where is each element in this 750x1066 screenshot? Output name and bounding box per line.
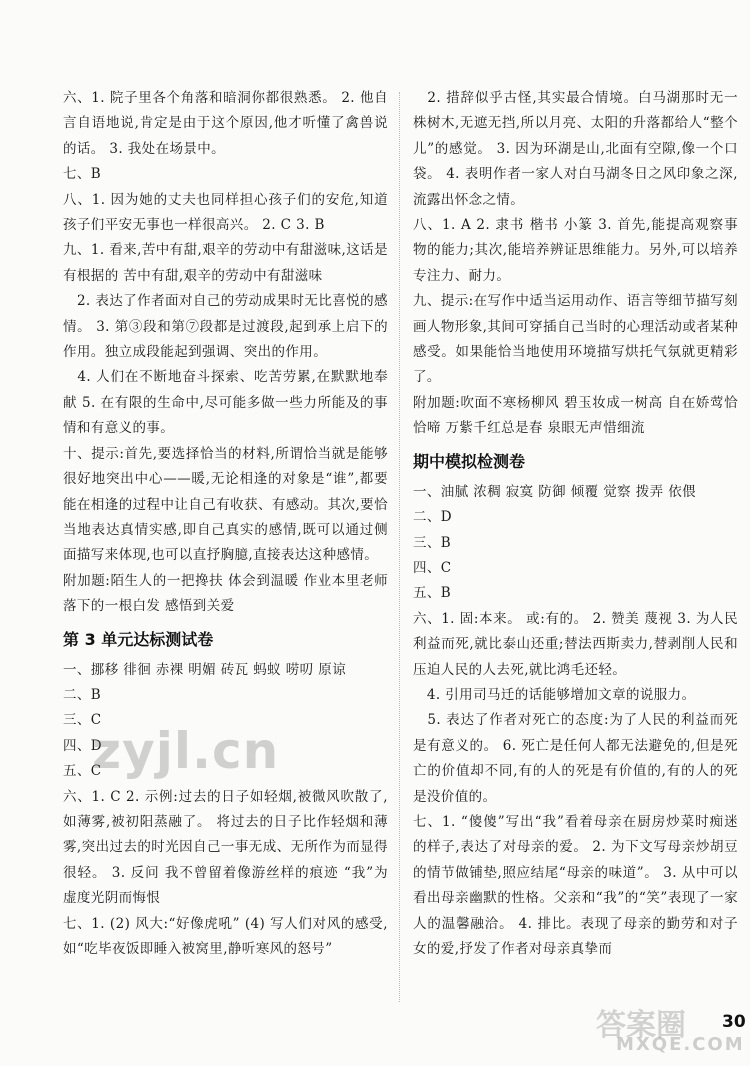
watermark-daanquan: 答案圈 <box>596 1008 686 1043</box>
answer-paragraph: 九、1. 看来,苦中有甜,艰辛的劳动中有甜滋味,这话是有根据的 苦中有甜,艰辛的劳动中有甜滋味 <box>63 242 388 284</box>
answer-paragraph: 三、C <box>63 712 102 729</box>
answer-paragraph: 九、提示:在写作中适当运用动作、语言等细节描写刻画人物形象,其间可穿插自己当时的心理活动或者某种感受。如果能恰当地使用环境描写烘托气氛就更精彩了。 <box>413 293 738 386</box>
answer-paragraph: 四、C <box>413 559 452 576</box>
answer-paragraph: 八、1. A 2. 隶书 楷书 小篆 3. 首先,能提高观察事物的能力;其次,能培养辨证思维能力。另外,可以培养专注力、耐力。 <box>413 217 738 284</box>
answer-paragraph: 八、1. 因为她的丈夫也同样担心孩子们的安危,知道孩子们平安无事也一样很高兴。 2. C 3. B <box>63 191 388 234</box>
watermark-zyjl: zyjl.cn <box>92 722 280 780</box>
answer-paragraph: 附加题:吹面不寒杨柳风 碧玉妆成一树高 自在娇莺恰恰啼 万紫千红总是春 泉眼无声惜细流 <box>413 394 738 437</box>
answer-paragraph: 七、B <box>63 166 102 183</box>
answer-paragraph: 七、1. “傻傻”写出“我”看着母亲在厨房炒菜时痴迷的样子,表达了对母亲的爱。 2. 为下文写母亲炒胡豆的情节做铺垫,照应结尾“母亲的味道”。 3. 从中可以看出母亲幽默的性格。父亲和“我”的“笑”表现了一家人的温馨融洽。 4. 排比。表现了母亲的勤劳和对子女的爱,抒发了作者对母亲真挚而 <box>413 813 738 957</box>
answer-paragraph: 一、油腻 浓稠 寂寞 防御 倾覆 觉察 拨弄 依偎 <box>413 483 697 500</box>
answer-paragraph: 五、B <box>413 585 452 602</box>
answer-paragraph: 2. 表达了作者面对自己的劳动成果时无比喜悦的感情。 3. 第③段和第⑦段都是过渡段,起到承上启下的作用。独立成段能起到强调、突出的作用。 <box>63 293 388 361</box>
answer-paragraph: 四、D <box>63 737 103 754</box>
right-column <box>413 86 738 962</box>
left-column <box>63 86 388 962</box>
answer-paragraph: 六、1. C 2. 示例:过去的日子如轻烟,被微风吹散了,如薄雾,被初阳蒸融了。 将过去的日子比作轻烟和薄雾,突出过去的时光因自己一事无成、无所作为而显得很轻。 3. 反问 我不曾留着像游丝样的痕迹 “我”为虚度光阴而悔恨 <box>63 788 388 907</box>
answer-paragraph: 六、1. 固:本来。 或:有的。 2. 赞美 蔑视 3. 为人民利益而死,就比泰山还重;替法西斯卖力,替剥削人民和压迫人民的人去死,就比鸿毛还轻。 <box>413 610 738 678</box>
watermark-mxqe: MXQE.COM <box>616 1034 745 1055</box>
answer-paragraph: 4. 引用司马迁的话能够增加文章的说服力。 <box>413 686 696 703</box>
section-heading: 第 3 单元达标测试卷 <box>63 629 214 649</box>
answer-paragraph: 4. 人们在不断地奋斗探索、吃苦劳累,在默默地奉献 5. 在有限的生命中,尽可能多做一些力所能及的事情和有意义的事。 <box>63 369 388 437</box>
answer-paragraph: 十、提示:首先,要选择恰当的材料,所谓恰当就是能够很好地突出中心——暖,无论相逢的对象是“谁”,都要能在相逢的过程中让自己有收获、有感动。其次,要恰当地表达真情实感,即自己真实的感情,既可以通过侧面描写来体现,也可以直抒胸臆,直接表达这种感情。 <box>63 445 388 564</box>
answer-paragraph: 附加题:陌生人的一把搀扶 体会到温暖 作业本里老师落下的一根白发 感悟到关爱 <box>63 572 388 615</box>
answer-paragraph: 二、B <box>63 686 102 703</box>
answer-paragraph: 三、B <box>413 534 452 551</box>
answer-paragraph: 五、C <box>63 763 102 780</box>
answer-paragraph: 5. 表达了作者对死亡的态度:为了人民的利益而死是有意义的。 6. 死亡是任何人都无法避免的,但是死亡的价值却不同,有的人的死是有价值的,有的人的死是没价值的。 <box>413 712 738 805</box>
answer-paragraph: 七、1. (2) 风大:“好像虎吼” (4) 写人们对风的感受,如“吃毕夜饭即睡入被窝里,静听寒风的怒号” <box>63 915 388 957</box>
answer-paragraph: 一、挪移 徘徊 赤裸 明媚 砖瓦 蚂蚁 唠叨 原谅 <box>63 661 347 678</box>
column-divider <box>399 92 400 1002</box>
page-number: 30 <box>722 1012 746 1032</box>
answer-paragraph: 二、D <box>413 509 453 526</box>
answer-paragraph: 六、1. 院子里各个角落和暗洞你都很熟悉。 2. 他自言自语地说,肯定是由于这个原因,他才听懂了禽兽说的话。 3. 我处在场景中。 <box>63 90 388 157</box>
section-heading: 期中模拟检测卷 <box>413 451 526 471</box>
answer-paragraph: 2. 措辞似乎古怪,其实最合情境。白马湖那时无一株树木,无遮无挡,所以月亮、太阳的升落都给人“整个儿”的感觉。 3. 因为环湖是山,北面有空隙,像一个口袋。 4. 表明作者一家人对白马湖冬日之风印象之深,流露出怀念之情。 <box>413 90 738 208</box>
